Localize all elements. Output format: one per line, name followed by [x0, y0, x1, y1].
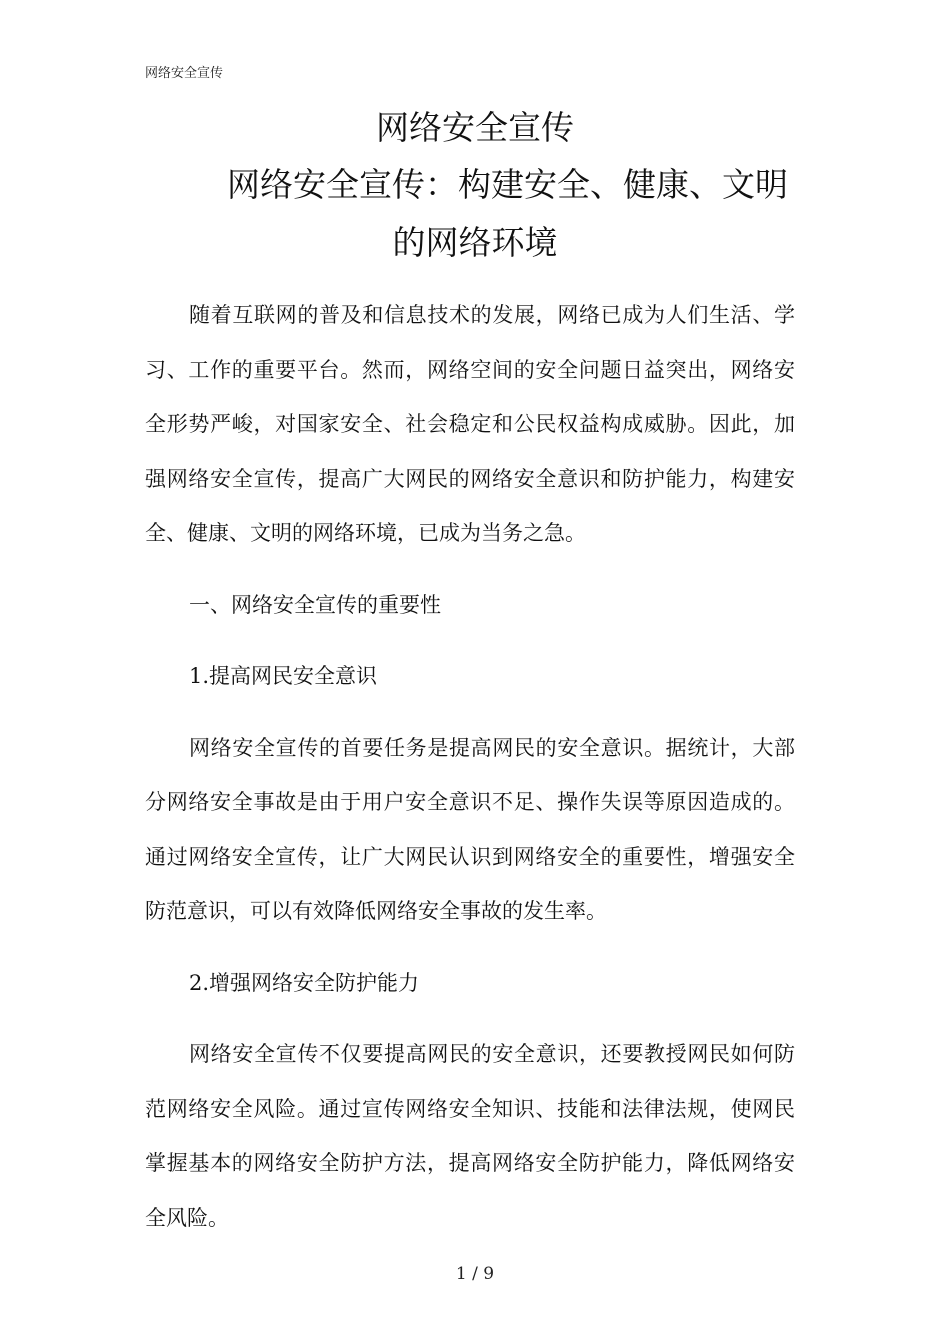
title-block — [145, 100, 805, 272]
subtitle-line-1: 网络安全宣传：构建安全、健康、文明 — [227, 165, 788, 204]
intro-paragraph: 随着互联网的普及和信息技术的发展，网络已成为人们生活、学习、工作的重要平台。然而，网络空间的安全问题日益突出，网络安全形势严峻，对国家安全、社会稳定和公民权益构成威胁。因此，加强网络安全宣传，提高广大网民的网络安全意识和防护能力，构建安全、健康、文明的网络环境，已成为当务之急。 — [145, 303, 795, 545]
section-heading: 一、网络安全宣传的重要性 — [189, 592, 441, 617]
point-paragraph-1: 网络安全宣传的首要任务是提高网民的安全意识。据统计，大部分网络安全事故是由于用户安全意识不足、操作失误等原因造成的。通过网络安全宣传，让广大网民认识到网络安全的重要性，增强安全防范意识，可以有效降低网络安全事故的发生率。 — [145, 735, 795, 923]
point-paragraph-2: 网络安全宣传不仅要提高网民的安全意识，还要教授网民如何防范网络安全风险。通过宣传网络安全知识、技能和法律法规，使网民掌握基本的网络安全防护方法，提高网络安全防护能力，降低网络安全风险。 — [145, 1042, 795, 1230]
document-body — [145, 288, 795, 1245]
page-indicator: 1 / 9 — [455, 1264, 495, 1284]
point-heading-2: 2.增强网络安全防护能力 — [189, 970, 420, 995]
running-header: 网络安全宣传 — [145, 66, 224, 81]
point-heading-1: 1.提高网民安全意识 — [189, 664, 378, 688]
document-title: 网络安全宣传 — [376, 108, 574, 147]
subtitle-line-2: 的网络环境 — [392, 223, 558, 262]
document-subtitle — [145, 156, 805, 272]
